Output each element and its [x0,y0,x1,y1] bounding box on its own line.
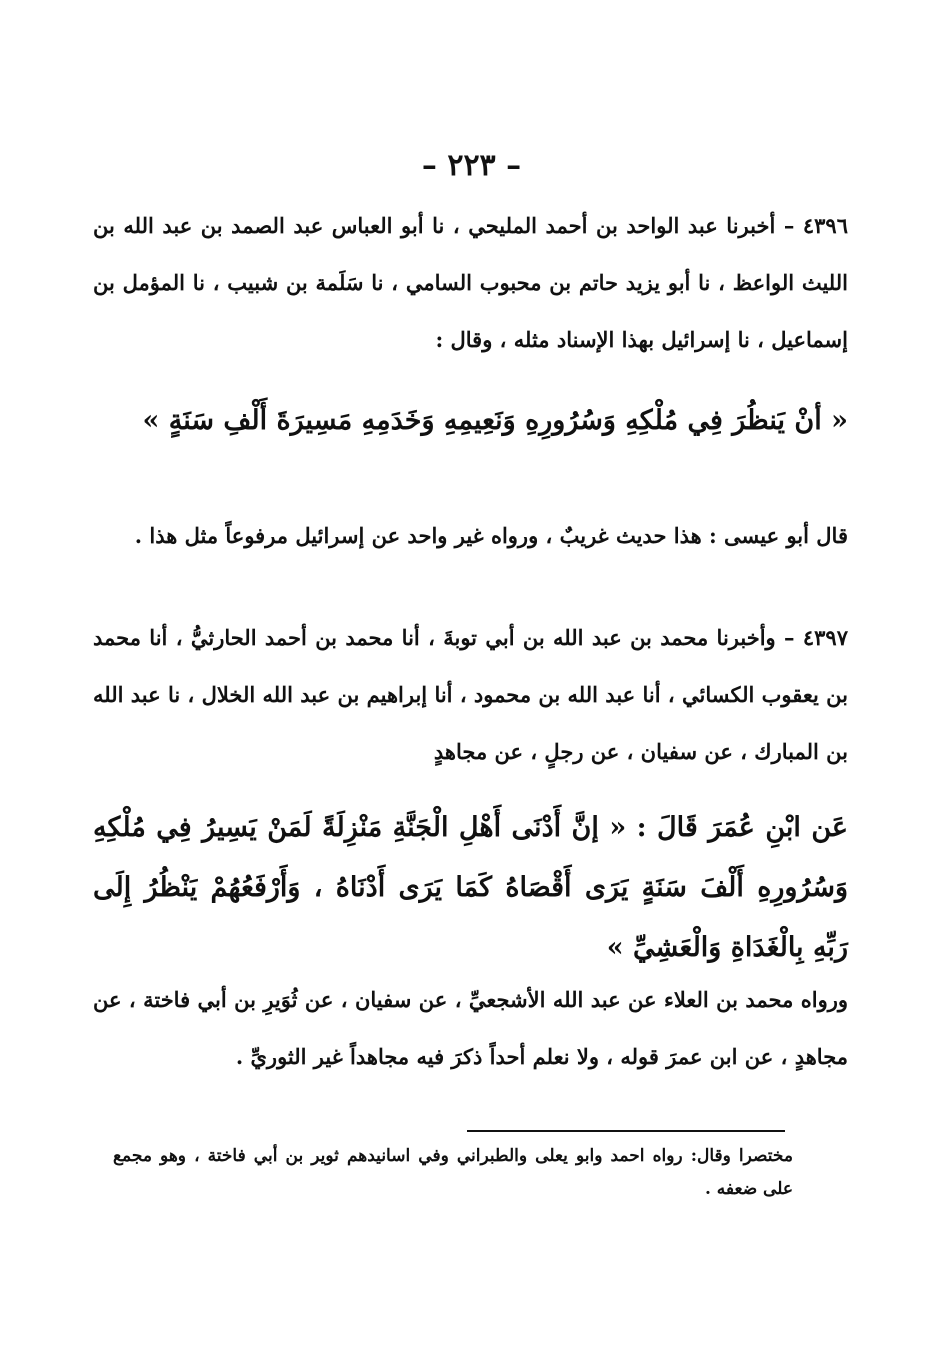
hadith-4397-text: عَن ابْنِ عُمَرَ قَالَ : « إنَّ أَدْنَى أَهْلِ الْجَنَّةِ مَنْزِلَةً لَمَنْ يَسِيرُ فِي مُلْكِهِ وَسُرُورِهِ أَلْفَ سَنَةٍ يَرَى أَقْصَاهُ كَمَا يَرَى أَدْنَاهُ ، وَأَرْفَعُهُمْ يَنْظُرُ إِلَى رَبِّهِ بِالْغَدَاةِ وَالْعَشِيِّ » [93,812,848,963]
hadith-4397-chain: ٤٣٩٧ – وأخبرنا محمد بن عبد الله بن أبي توبةَ ، أنا محمد بن أحمد الحارثيُّ ، أنا محمد بن يعقوب الكسائي ، أنا عبد الله بن محمود ، أنا إبراهيم بن عبد الله الخلال ، نا عبد الله بن المبارك ، عن سفيان ، عن رجلٍ ، عن مجاهدٍ [93,625,848,764]
narration-note: ورواه محمد بن العلاء عن عبد الله الأشجعيِّ ، عن سفيان ، عن ثُوَيرِ بن أبي فاختة ، عن مجاهدٍ ، عن ابن عمرَ قوله ، ولا نعلم أحداً ذكرَ فيه مجاهداً غير الثوريِّ . [93,987,848,1069]
footnote: مختصرا وقال: رواه احمد وابو يعلى والطبراني وفي اسانيدهم ثوير بن أبي فاختة ، وهو مجمع على ضعفه . [113,1146,793,1199]
hadith-4396-text: « أنْ يَنظُرَ فِي مُلْكِهِ وَسُرُورِهِ وَنَعِيمِهِ وَخَدَمِهِ مَسِيرَةَ أَلْفِ سَنَةٍ » [142,405,848,436]
page-number: – ٢٢٣ – [421,148,522,183]
abu-isa-comment: قال أبو عيسى : هذا حديث غريبٌ ، ورواه غير واحد عن إسرائيل مرفوعاً مثل هذا . [134,523,848,548]
footnote-divider [467,1130,785,1132]
hadith-4396-chain: ٤٣٩٦ – أخبرنا عبد الواحد بن أحمد المليحي ، نا أبو العباس عبد الصمد بن عبد الله بن الليث الواعظ ، نا أبو يزيد حاتم بن محبوب السامي ، نا سَلَمة بن شبيب ، نا المؤمل بن إسماعيل ، نا إسرائيل بهذا الإسناد مثله ، وقال : [93,213,848,352]
